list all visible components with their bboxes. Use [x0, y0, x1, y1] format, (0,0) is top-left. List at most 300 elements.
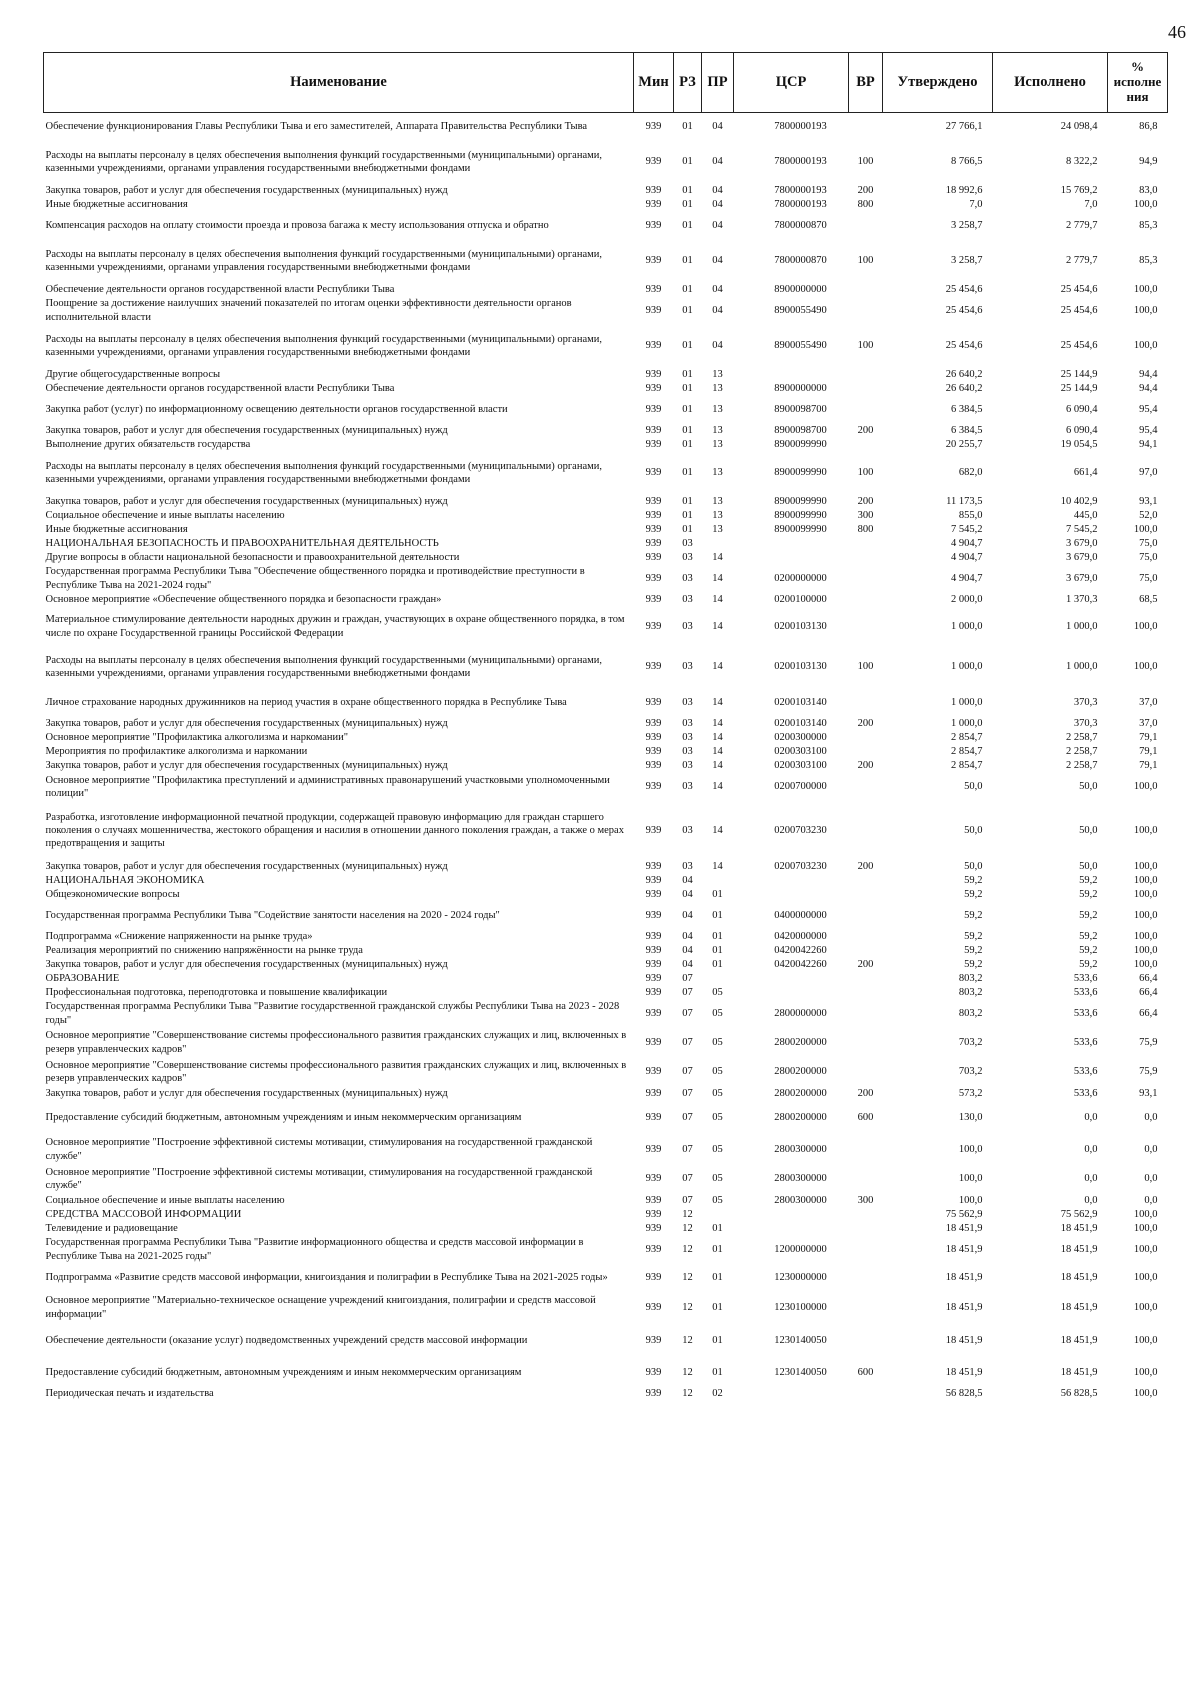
- cell-percent: 100,0: [1133, 958, 1158, 970]
- cell-approved: 4 904,7: [951, 551, 983, 563]
- cell-min: 939: [645, 1387, 662, 1399]
- table-row: [44, 509, 1168, 523]
- cell-vr: [849, 283, 883, 297]
- cell-name: ОБРАЗОВАНИЕ: [45, 972, 120, 984]
- cell-pr: 13: [712, 509, 723, 521]
- cell-rz: 07: [682, 972, 693, 984]
- col-header-name: Наименование: [44, 53, 634, 113]
- budget-execution-table: [43, 52, 1168, 1401]
- cell-csr: 1230100000: [774, 1301, 827, 1313]
- cell-rz: 03: [682, 620, 693, 632]
- cell-pr: 14: [712, 620, 723, 632]
- cell-rz: 03: [682, 661, 693, 673]
- cell-csr: 7800000870: [774, 255, 827, 267]
- cell-percent: 75,9: [1139, 1036, 1158, 1048]
- table-row: [44, 717, 1168, 731]
- table-row: [44, 184, 1168, 198]
- cell-percent: 75,0: [1139, 551, 1158, 563]
- cell-min: 939: [645, 467, 662, 479]
- cell-pr: 04: [712, 304, 723, 316]
- table-row: [44, 1236, 1168, 1264]
- cell-percent: 100,0: [1133, 888, 1158, 900]
- cell-pr: 13: [712, 382, 723, 394]
- cell-pr: 13: [712, 467, 723, 479]
- cell-percent: 94,9: [1139, 156, 1158, 168]
- cell-name: Другие общегосударственные вопросы: [45, 368, 221, 380]
- cell-vr: [849, 1387, 883, 1401]
- cell-rz: 01: [682, 198, 693, 210]
- table-row: [44, 860, 1168, 874]
- cell-rz: 03: [682, 572, 693, 584]
- cell-vr: 200: [857, 860, 874, 872]
- table-row: [44, 1165, 1168, 1194]
- cell-approved: 18 451,9: [945, 1272, 983, 1284]
- cell-name: Периодическая печать и издательства: [45, 1387, 214, 1399]
- cell-pr: 13: [712, 523, 723, 535]
- cell-csr: [734, 551, 849, 565]
- cell-vr: 200: [857, 759, 874, 771]
- cell-executed: 533,6: [1073, 1007, 1098, 1019]
- table-row: [44, 1028, 1168, 1058]
- cell-csr: 2800300000: [774, 1194, 827, 1206]
- cell-pr: 02: [712, 1387, 723, 1399]
- table-row: [44, 1264, 1168, 1293]
- cell-min: 939: [645, 824, 662, 836]
- cell-executed: 2 258,7: [1066, 759, 1098, 771]
- table-row: [44, 593, 1168, 608]
- cell-vr: 200: [857, 1087, 874, 1099]
- cell-percent: 95,4: [1139, 424, 1158, 436]
- cell-rz: 01: [682, 509, 693, 521]
- cell-min: 939: [645, 424, 662, 436]
- cell-csr: 0200700000: [774, 781, 827, 793]
- cell-vr: [849, 438, 883, 452]
- cell-vr: [849, 745, 883, 759]
- cell-percent: 0,0: [1144, 1194, 1158, 1206]
- cell-name: Социальное обеспечение и иные выплаты населению: [45, 1194, 285, 1206]
- cell-csr: 2800300000: [774, 1143, 827, 1155]
- cell-approved: 59,2: [964, 909, 983, 921]
- cell-percent: 100,0: [1133, 661, 1158, 673]
- cell-percent: 97,0: [1139, 467, 1158, 479]
- cell-percent: 100,0: [1133, 1366, 1158, 1378]
- cell-csr: 0200000000: [774, 572, 827, 584]
- table-row: [44, 283, 1168, 297]
- cell-approved: 18 451,9: [945, 1243, 983, 1255]
- cell-min: 939: [645, 1208, 662, 1220]
- cell-csr: 8900099990: [774, 467, 827, 479]
- cell-approved: 59,2: [964, 958, 983, 970]
- cell-percent: 79,1: [1139, 731, 1158, 743]
- cell-executed: 6 090,4: [1066, 403, 1098, 415]
- cell-min: 939: [645, 255, 662, 267]
- cell-vr: 100: [857, 255, 874, 267]
- cell-csr: 7800000870: [774, 219, 827, 231]
- cell-min: 939: [645, 1087, 662, 1099]
- cell-name: Общеэкономические вопросы: [45, 888, 180, 900]
- cell-pr: 05: [712, 1007, 723, 1019]
- cell-min: 939: [645, 759, 662, 771]
- cell-vr: [849, 1293, 883, 1323]
- cell-executed: 661,4: [1073, 467, 1098, 479]
- cell-name: Закупка товаров, работ и услуг для обеспечения государственных (муниципальных) нужд: [45, 860, 448, 872]
- section-row: [44, 537, 1168, 551]
- cell-pr: 05: [712, 1143, 723, 1155]
- cell-executed: 56 828,5: [1060, 1387, 1098, 1399]
- cell-rz: 01: [682, 403, 693, 415]
- cell-csr: 2800200000: [774, 1036, 827, 1048]
- cell-percent: 85,3: [1139, 219, 1158, 231]
- cell-pr: 04: [712, 198, 723, 210]
- cell-name: Государственная программа Республики Тыва "Развитие государственной гражданской службы Республики Тыва на 2023 - 2028 годы": [45, 1001, 620, 1026]
- table-body: [44, 113, 1168, 1401]
- cell-rz: 01: [682, 156, 693, 168]
- cell-executed: 25 144,9: [1060, 368, 1098, 380]
- cell-min: 939: [645, 594, 662, 606]
- cell-pr: 01: [712, 909, 723, 921]
- cell-name: Расходы на выплаты персоналу в целях обеспечения выполнения функций государственными (муниципальными) органами, казенными учреждениями, органами управления государственными внебюджетными фондами: [45, 654, 603, 679]
- cell-vr: [849, 731, 883, 745]
- cell-vr: 200: [857, 184, 874, 196]
- cell-percent: 0,0: [1144, 1173, 1158, 1185]
- cell-rz: 07: [682, 986, 693, 998]
- col-header-csr: ЦСР: [734, 53, 849, 113]
- cell-min: 939: [645, 620, 662, 632]
- cell-approved: 3 258,7: [951, 255, 983, 267]
- cell-vr: [849, 888, 883, 902]
- cell-executed: 6 090,4: [1066, 424, 1098, 436]
- cell-approved: 1 000,0: [951, 696, 983, 708]
- table-row: [44, 438, 1168, 452]
- cell-rz: 07: [682, 1143, 693, 1155]
- cell-name: Закупка товаров, работ и услуг для обеспечения государственных (муниципальных) нужд: [45, 958, 448, 970]
- cell-name: Расходы на выплаты персоналу в целях обеспечения выполнения функций государственными (муниципальными) органами, казенными учреждениями, органами управления государственными внебюджетными фондами: [45, 333, 603, 358]
- cell-executed: 445,0: [1073, 509, 1098, 521]
- cell-executed: 2 779,7: [1066, 219, 1098, 231]
- cell-percent: 0,0: [1144, 1143, 1158, 1155]
- cell-min: 939: [645, 368, 662, 380]
- cell-executed: 24 098,4: [1060, 121, 1098, 133]
- cell-vr: 800: [857, 523, 874, 535]
- cell-csr: 8900055490: [774, 340, 827, 352]
- page-number: 46: [1168, 22, 1186, 42]
- cell-percent: 75,0: [1139, 572, 1158, 584]
- cell-approved: 682,0: [958, 467, 983, 479]
- cell-vr: [849, 874, 883, 888]
- cell-approved: 100,0: [958, 1173, 983, 1185]
- cell-vr: [849, 537, 883, 551]
- table-row: [44, 368, 1168, 382]
- cell-csr: 1230000000: [774, 1272, 827, 1284]
- cell-vr: 200: [857, 424, 874, 436]
- cell-percent: 85,3: [1139, 255, 1158, 267]
- cell-vr: [849, 1165, 883, 1194]
- table-row: [44, 888, 1168, 902]
- cell-csr: 8900098700: [774, 424, 827, 436]
- cell-min: 939: [645, 156, 662, 168]
- cell-rz: 01: [682, 523, 693, 535]
- cell-approved: 18 451,9: [945, 1366, 983, 1378]
- cell-min: 939: [645, 1036, 662, 1048]
- cell-pr: 04: [712, 340, 723, 352]
- cell-min: 939: [645, 1173, 662, 1185]
- table-row: [44, 297, 1168, 325]
- table-row: [44, 1222, 1168, 1236]
- cell-min: 939: [645, 283, 662, 295]
- cell-csr: 7800000193: [774, 198, 827, 210]
- cell-executed: 533,6: [1073, 1066, 1098, 1078]
- cell-vr: 100: [857, 340, 874, 352]
- cell-min: 939: [645, 1066, 662, 1078]
- cell-executed: 0,0: [1084, 1194, 1098, 1206]
- cell-min: 939: [645, 986, 662, 998]
- cell-vr: [849, 689, 883, 717]
- cell-name: Расходы на выплаты персоналу в целях обеспечения выполнения функций государственными (муниципальными) органами, казенными учреждениями, органами управления государственными внебюджетными фондами: [45, 460, 603, 485]
- cell-executed: 50,0: [1079, 781, 1098, 793]
- cell-rz: 07: [682, 1173, 693, 1185]
- cell-min: 939: [645, 860, 662, 872]
- cell-vr: [849, 551, 883, 565]
- cell-executed: 8 322,2: [1066, 156, 1098, 168]
- cell-name: Предоставление субсидий бюджетным, автономным учреждениям и иным некоммерческим организациям: [45, 1366, 522, 1378]
- cell-percent: 94,4: [1139, 382, 1158, 394]
- cell-approved: 26 640,2: [945, 382, 983, 394]
- cell-pr: 14: [712, 594, 723, 606]
- cell-vr: [849, 930, 883, 944]
- cell-csr: 0200703230: [774, 824, 827, 836]
- cell-csr: 2800200000: [774, 1111, 827, 1123]
- cell-approved: 2 854,7: [951, 745, 983, 757]
- cell-pr: 01: [712, 1366, 723, 1378]
- cell-vr: [849, 1058, 883, 1087]
- table-row: [44, 551, 1168, 565]
- cell-csr: 8900099990: [774, 438, 827, 450]
- cell-min: 939: [645, 523, 662, 535]
- cell-vr: [849, 944, 883, 958]
- cell-rz: 01: [682, 340, 693, 352]
- cell-min: 939: [645, 382, 662, 394]
- table-row: [44, 1387, 1168, 1401]
- cell-executed: 7 545,2: [1066, 523, 1098, 535]
- cell-executed: 7,0: [1084, 198, 1098, 210]
- table-row: [44, 689, 1168, 717]
- col-header-vr: ВР: [849, 53, 883, 113]
- cell-vr: 100: [857, 661, 874, 673]
- cell-approved: 59,2: [964, 930, 983, 942]
- cell-name: Обеспечение деятельности органов государственной власти Республики Тыва: [45, 382, 395, 394]
- cell-approved: 1 000,0: [951, 661, 983, 673]
- cell-rz: 01: [682, 382, 693, 394]
- cell-percent: 86,8: [1139, 121, 1158, 133]
- cell-percent: 100,0: [1133, 824, 1158, 836]
- cell-csr: 0200103140: [774, 696, 827, 708]
- cell-approved: 2 000,0: [951, 594, 983, 606]
- cell-pr: 04: [712, 283, 723, 295]
- cell-executed: 370,3: [1073, 717, 1098, 729]
- cell-vr: 800: [857, 198, 874, 210]
- cell-executed: 25 454,6: [1060, 304, 1098, 316]
- cell-percent: 100,0: [1133, 1301, 1158, 1313]
- cell-approved: 27 766,1: [945, 121, 983, 133]
- cell-vr: [849, 565, 883, 593]
- cell-approved: 4 904,7: [951, 537, 983, 549]
- cell-executed: 18 451,9: [1060, 1272, 1098, 1284]
- cell-executed: 50,0: [1079, 860, 1098, 872]
- col-header-min: Мин: [634, 53, 674, 113]
- cell-percent: 100,0: [1133, 198, 1158, 210]
- cell-rz: 03: [682, 537, 693, 549]
- cell-rz: 07: [682, 1066, 693, 1078]
- cell-min: 939: [645, 184, 662, 196]
- cell-pr: [702, 537, 734, 551]
- cell-rz: 03: [682, 717, 693, 729]
- cell-csr: 8900055490: [774, 304, 827, 316]
- col-header-approved: Утверждено: [883, 53, 993, 113]
- cell-vr: [849, 802, 883, 860]
- cell-pr: 14: [712, 661, 723, 673]
- cell-executed: 75 562,9: [1060, 1208, 1098, 1220]
- cell-min: 939: [645, 551, 662, 563]
- cell-name: Расходы на выплаты персоналу в целях обеспечения выполнения функций государственными (муниципальными) органами, казенными учреждениями, органами управления государственными внебюджетными фондами: [45, 149, 603, 174]
- cell-pr: 04: [712, 156, 723, 168]
- cell-min: 939: [645, 1243, 662, 1255]
- cell-csr: [734, 537, 849, 551]
- cell-rz: 01: [682, 467, 693, 479]
- cell-csr: 8900099990: [774, 495, 827, 507]
- cell-csr: 0200103130: [774, 620, 827, 632]
- cell-approved: 59,2: [964, 874, 983, 886]
- cell-vr: 100: [857, 467, 874, 479]
- cell-min: 939: [645, 717, 662, 729]
- cell-pr: 05: [712, 1066, 723, 1078]
- cell-percent: 100,0: [1133, 781, 1158, 793]
- section-row: [44, 1208, 1168, 1222]
- cell-executed: 59,2: [1079, 888, 1098, 900]
- cell-percent: 100,0: [1133, 620, 1158, 632]
- cell-approved: 2 854,7: [951, 731, 983, 743]
- cell-csr: 0420000000: [774, 930, 827, 942]
- cell-percent: 93,1: [1139, 1087, 1158, 1099]
- table-row: [44, 1323, 1168, 1359]
- cell-approved: 25 454,6: [945, 283, 983, 295]
- cell-approved: 25 454,6: [945, 340, 983, 352]
- cell-name: Подпрограмма «Развитие средств массовой информации, книгоиздания и полиграфии в Республике Тыва на 2021-2025 годы»: [45, 1272, 608, 1284]
- cell-executed: 533,6: [1073, 972, 1098, 984]
- cell-pr: 01: [712, 1272, 723, 1284]
- cell-min: 939: [645, 661, 662, 673]
- cell-name: Основное мероприятие "Профилактика алкоголизма и наркомании": [45, 731, 349, 743]
- table-row: [44, 113, 1168, 141]
- cell-rz: 01: [682, 255, 693, 267]
- cell-name: Выполнение других обязательств государства: [45, 438, 251, 450]
- cell-csr: [734, 972, 849, 986]
- table-row: [44, 382, 1168, 396]
- cell-min: 939: [645, 1334, 662, 1346]
- cell-pr: 13: [712, 424, 723, 436]
- cell-csr: 0200303100: [774, 745, 827, 757]
- cell-approved: 18 451,9: [945, 1301, 983, 1313]
- cell-pr: 01: [712, 930, 723, 942]
- table-row: [44, 930, 1168, 944]
- cell-name: Мероприятия по профилактике алкоголизма и наркомании: [45, 745, 308, 757]
- cell-executed: 2 779,7: [1066, 255, 1098, 267]
- cell-executed: 18 451,9: [1060, 1366, 1098, 1378]
- cell-name: Социальное обеспечение и иные выплаты населению: [45, 509, 285, 521]
- cell-percent: 83,0: [1139, 184, 1158, 196]
- cell-vr: 600: [857, 1111, 874, 1123]
- col-header-percent: % исполне ния: [1108, 53, 1168, 113]
- cell-csr: 0200703230: [774, 860, 827, 872]
- cell-percent: 100,0: [1133, 304, 1158, 316]
- cell-pr: 13: [712, 403, 723, 415]
- cell-approved: 3 258,7: [951, 219, 983, 231]
- cell-min: 939: [645, 121, 662, 133]
- cell-vr: [849, 593, 883, 608]
- cell-executed: 10 402,9: [1060, 495, 1098, 507]
- cell-percent: 95,4: [1139, 403, 1158, 415]
- cell-percent: 100,0: [1133, 1243, 1158, 1255]
- cell-name: Обеспечение функционирования Главы Республики Тыва и его заместителей, Аппарата Правительства Республики Тыва: [45, 121, 588, 133]
- cell-approved: 8 766,5: [951, 156, 983, 168]
- cell-executed: 3 679,0: [1066, 572, 1098, 584]
- cell-csr: 0200100000: [774, 594, 827, 606]
- cell-rz: 07: [682, 1111, 693, 1123]
- cell-executed: 18 451,9: [1060, 1334, 1098, 1346]
- cell-name: Закупка товаров, работ и услуг для обеспечения государственных (муниципальных) нужд: [45, 717, 448, 729]
- table-row: [44, 745, 1168, 759]
- section-row: [44, 972, 1168, 986]
- cell-vr: [849, 1236, 883, 1264]
- cell-percent: 100,0: [1133, 1387, 1158, 1399]
- cell-pr: 01: [712, 1222, 723, 1234]
- cell-pr: 05: [712, 1111, 723, 1123]
- table-row: [44, 986, 1168, 1000]
- cell-min: 939: [645, 1194, 662, 1206]
- cell-min: 939: [645, 731, 662, 743]
- cell-min: 939: [645, 1143, 662, 1155]
- cell-percent: 100,0: [1133, 283, 1158, 295]
- cell-percent: 100,0: [1133, 944, 1158, 956]
- cell-executed: 533,6: [1073, 1036, 1098, 1048]
- cell-pr: 13: [712, 495, 723, 507]
- table-row: [44, 773, 1168, 802]
- table-row: [44, 452, 1168, 495]
- cell-percent: 100,0: [1133, 860, 1158, 872]
- cell-pr: 14: [712, 551, 723, 563]
- cell-csr: 0420042260: [774, 944, 827, 956]
- cell-name: Закупка товаров, работ и услуг для обеспечения государственных (муниципальных) нужд: [45, 759, 448, 771]
- cell-pr: 04: [712, 219, 723, 231]
- cell-name: Государственная программа Республики Тыва "Обеспечение общественного порядка и противодействие преступности в Республике Тыва на 2021-2024 годы": [45, 566, 585, 591]
- cell-pr: 14: [712, 824, 723, 836]
- cell-rz: 01: [682, 283, 693, 295]
- cell-min: 939: [645, 509, 662, 521]
- cell-approved: 26 640,2: [945, 368, 983, 380]
- cell-percent: 100,0: [1133, 523, 1158, 535]
- cell-min: 939: [645, 745, 662, 757]
- cell-approved: 4 904,7: [951, 572, 983, 584]
- cell-rz: 03: [682, 759, 693, 771]
- table-row: [44, 325, 1168, 368]
- cell-vr: [849, 396, 883, 424]
- table-row: [44, 1194, 1168, 1208]
- cell-rz: 01: [682, 304, 693, 316]
- cell-rz: 01: [682, 424, 693, 436]
- table-row: [44, 802, 1168, 860]
- cell-approved: 7,0: [969, 198, 983, 210]
- cell-percent: 94,1: [1139, 438, 1158, 450]
- cell-approved: 75 562,9: [945, 1208, 983, 1220]
